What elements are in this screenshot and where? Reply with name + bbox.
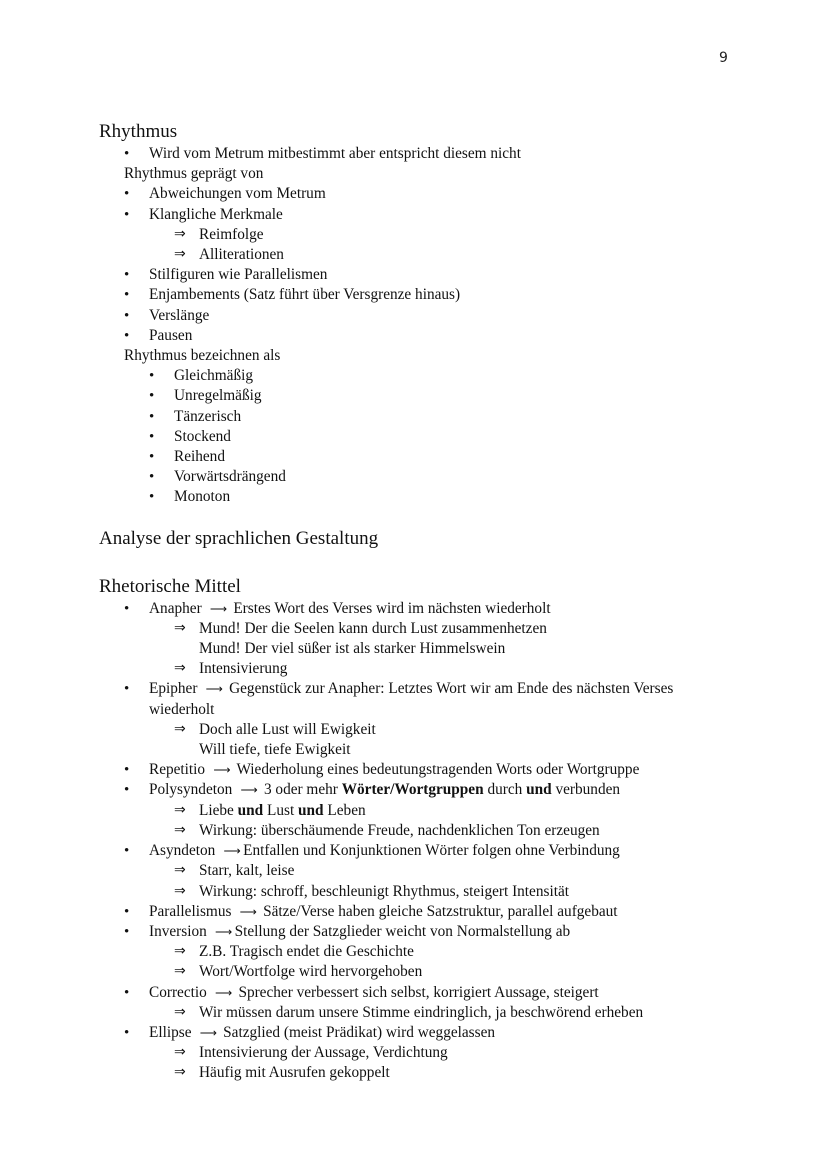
sub-list-item: ⇒ Doch alle Lust will Ewigkeit bbox=[99, 720, 779, 740]
implies-arrow-icon: ⇒ bbox=[174, 721, 186, 737]
implies-arrow-icon: ⇒ bbox=[174, 883, 186, 899]
sub-list-item: ⇒ Wirkung: überschäumende Freude, nachdenklichen Ton erzeugen bbox=[99, 821, 779, 841]
sub-list-item: ⇒ Liebe und Lust und Leben bbox=[99, 801, 779, 821]
sub-list-item: ⇒ Reimfolge bbox=[99, 225, 779, 245]
list-item-parallelismus: • Parallelismus ⟶ Sätze/Verse haben gleiche Satzstruktur, parallel aufgebaut bbox=[99, 902, 779, 922]
sub-list-item: ⇒ Z.B. Tragisch endet die Geschichte bbox=[99, 942, 779, 962]
section-heading-analyse: Analyse der sprachlichen Gestaltung bbox=[99, 527, 379, 549]
list-item-asyndeton: • Asyndeton ⟶ Entfallen und Konjunktionen Wörter folgen ohne Verbindung bbox=[99, 841, 779, 861]
list-item: • Verslänge bbox=[99, 306, 779, 326]
sub-list-item: ⇒ Intensivierung der Aussage, Verdichtung bbox=[99, 1043, 779, 1063]
list-item-inversion: • Inversion ⟶ Stellung der Satzglieder weicht von Normalstellung ab bbox=[99, 922, 779, 942]
list-item-anapher: • Anapher ⟶ Erstes Wort des Verses wird im nächsten wiederholt bbox=[99, 599, 779, 619]
implies-arrow-icon: ⇒ bbox=[174, 1004, 186, 1020]
implies-arrow-icon: ⇒ bbox=[174, 822, 186, 838]
right-arrow-icon: ⟶ bbox=[205, 682, 221, 697]
sub-list-item: ⇒ Mund! Der die Seelen kann durch Lust zusammenhetzen bbox=[99, 619, 779, 639]
implies-arrow-icon: ⇒ bbox=[174, 863, 186, 879]
list-item: • Pausen bbox=[99, 326, 779, 346]
list-item-epipher: • Epipher ⟶ Gegenstück zur Anapher: Letztes Wort wir am Ende des nächsten Verses bbox=[99, 679, 779, 699]
section-rhetorische-mittel bbox=[99, 575, 779, 1084]
implies-arrow-icon: ⇒ bbox=[174, 620, 186, 636]
sub-list-item: ⇒ Starr, kalt, leise bbox=[99, 861, 779, 881]
sub-list-item: ⇒ Häufig mit Ausrufen gekoppelt bbox=[99, 1063, 779, 1083]
implies-arrow-icon: ⇒ bbox=[174, 661, 186, 677]
list-item: • Abweichungen vom Metrum bbox=[99, 184, 779, 204]
right-arrow-icon: ⟶ bbox=[239, 904, 255, 919]
implies-arrow-icon: ⇒ bbox=[174, 247, 186, 263]
section-heading-rhythmus: Rhythmus bbox=[99, 121, 178, 142]
list-item: • Unregelmäßig bbox=[99, 386, 779, 406]
section-heading-rhetorik: Rhetorische Mittel bbox=[99, 575, 241, 597]
implies-arrow-icon: ⇒ bbox=[174, 1065, 186, 1081]
right-arrow-icon: ⟶ bbox=[209, 601, 226, 616]
implies-arrow-icon: ⇒ bbox=[174, 944, 186, 960]
document-body bbox=[99, 120, 779, 1084]
list-item: • Stockend bbox=[99, 427, 779, 447]
list-item: • Enjambements (Satz führt über Versgrenze hinaus) bbox=[99, 285, 779, 305]
subheading-gepraegt: Rhythmus geprägt von bbox=[124, 165, 264, 183]
implies-arrow-icon: ⇒ bbox=[174, 802, 186, 818]
right-arrow-icon: ⟶ bbox=[215, 924, 231, 939]
sub-list-continuation: Mund! Der viel süßer ist als starker Himmelswein bbox=[199, 640, 506, 658]
sub-list-item: ⇒ Intensivierung bbox=[99, 659, 779, 679]
list-item-polysyndeton: • Polysyndeton ⟶ 3 oder mehr Wörter/Wortgruppen durch und verbunden bbox=[99, 780, 779, 800]
page-number: 9 bbox=[719, 50, 728, 66]
sub-list-continuation: Will tiefe, tiefe Ewigkeit bbox=[199, 741, 351, 759]
sub-list-item: ⇒ Wir müssen darum unsere Stimme eindringlich, ja beschwörend erheben bbox=[99, 1003, 779, 1023]
list-item: • Klangliche Merkmale bbox=[99, 205, 779, 225]
list-item-correctio: • Correctio ⟶ Sprecher verbessert sich selbst, korrigiert Aussage, steigert bbox=[99, 983, 779, 1003]
sub-list-item: ⇒ Alliterationen bbox=[99, 245, 779, 265]
list-item: • Wird vom Metrum mitbestimmt aber entspricht diesem nicht bbox=[99, 144, 779, 164]
sub-list-item: ⇒ Wirkung: schroff, beschleunigt Rhythmus, steigert Intensität bbox=[99, 882, 779, 902]
section-rhythmus bbox=[99, 120, 779, 508]
list-item: • Monoton bbox=[99, 487, 779, 507]
right-arrow-icon: ⟶ bbox=[213, 763, 229, 778]
implies-arrow-icon: ⇒ bbox=[174, 226, 186, 242]
list-item-repetitio: • Repetitio ⟶ Wiederholung eines bedeutungstragenden Worts oder Wortgruppe bbox=[99, 760, 779, 780]
list-item: • Tänzerisch bbox=[99, 407, 779, 427]
list-item-continuation: wiederholt bbox=[149, 700, 215, 718]
implies-arrow-icon: ⇒ bbox=[174, 1045, 186, 1061]
list-item: • Vorwärtsdrängend bbox=[99, 467, 779, 487]
right-arrow-icon: ⟶ bbox=[240, 783, 256, 798]
implies-arrow-icon: ⇒ bbox=[174, 964, 186, 980]
list-item: • Reihend bbox=[99, 447, 779, 467]
subheading-bezeichnen: Rhythmus bezeichnen als bbox=[124, 347, 281, 365]
list-item: • Gleichmäßig bbox=[99, 366, 779, 386]
right-arrow-icon: ⟶ bbox=[223, 844, 239, 859]
right-arrow-icon: ⟶ bbox=[215, 985, 231, 1000]
sub-list-item: ⇒ Wort/Wortfolge wird hervorgehoben bbox=[99, 962, 779, 982]
list-item: • Stilfiguren wie Parallelismen bbox=[99, 265, 779, 285]
right-arrow-icon: ⟶ bbox=[199, 1025, 215, 1040]
list-item-ellipse: • Ellipse ⟶ Satzglied (meist Prädikat) wird weggelassen bbox=[99, 1023, 779, 1043]
